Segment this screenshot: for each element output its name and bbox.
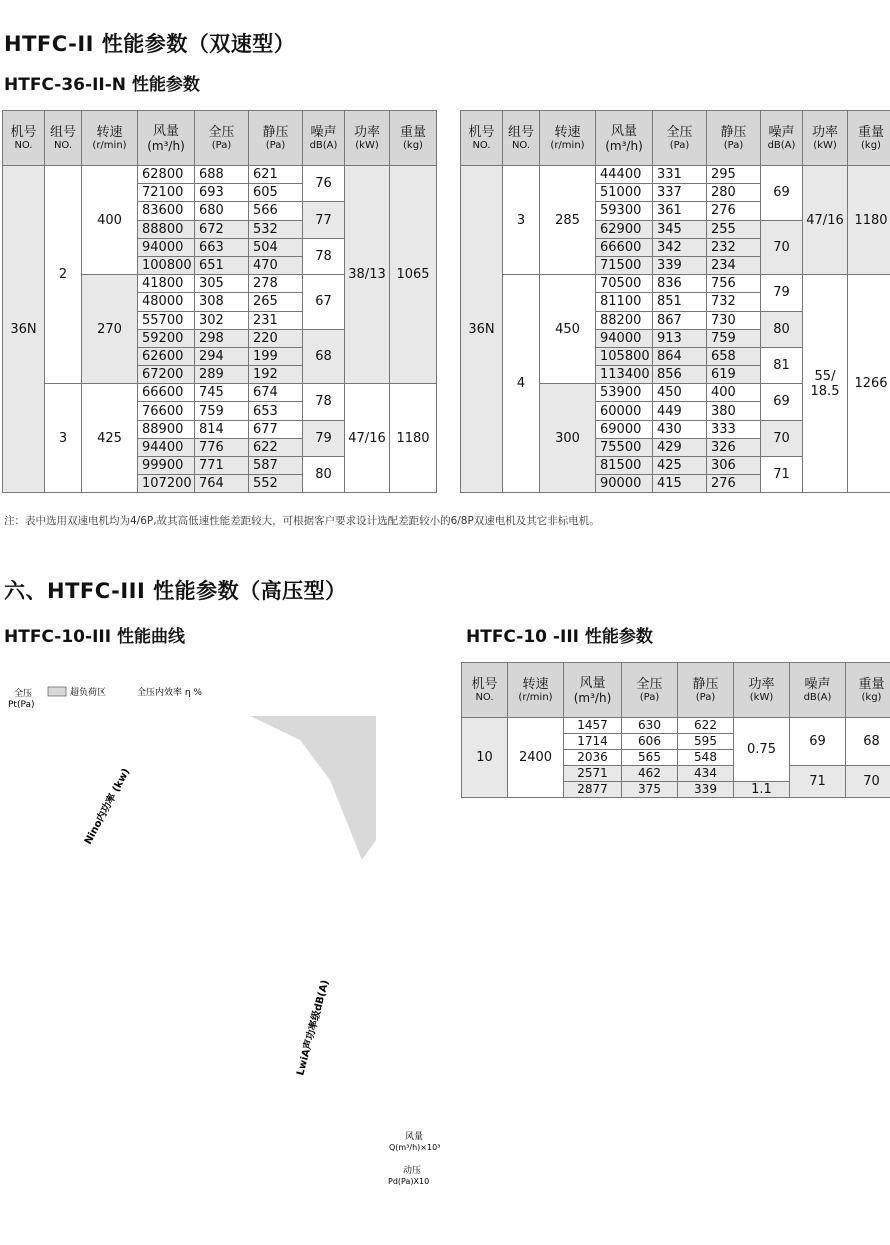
- page-title: HTFC-II 性能参数（双速型）: [4, 32, 296, 56]
- section-title: 六、HTFC-III 性能参数（高压型）: [4, 579, 347, 603]
- value-cell: 62800: [138, 166, 195, 184]
- header-cell: [564, 663, 622, 718]
- value-cell: 771: [195, 457, 249, 475]
- value-cell: 298: [195, 329, 249, 347]
- header-cell: [707, 111, 761, 166]
- value-cell: 342: [653, 238, 707, 256]
- value-cell: 552: [249, 475, 303, 493]
- value-cell: 94000: [596, 329, 653, 347]
- value-cell: 361: [653, 202, 707, 220]
- header-en: (Pa): [265, 140, 286, 151]
- header-en: (Pa): [695, 692, 716, 703]
- header-cn: 全压: [636, 677, 663, 692]
- noise-cell: 70: [761, 220, 803, 275]
- header-cn: 静压: [720, 125, 747, 140]
- value-cell: 265: [249, 293, 303, 311]
- header-cn: 噪声: [768, 125, 795, 140]
- value-cell: 100800: [138, 256, 195, 274]
- value-cell: 255: [707, 220, 761, 238]
- machine-number-cell: 36N: [461, 166, 503, 493]
- value-cell: 90000: [596, 475, 653, 493]
- header-cn: 转速: [96, 125, 123, 140]
- header-en: (kg): [861, 140, 881, 151]
- header-cell: [249, 111, 303, 166]
- value-cell: 75500: [596, 438, 653, 456]
- value-cell: 302: [195, 311, 249, 329]
- machine-number-cell: 36N: [3, 166, 45, 493]
- noise-cell: 71: [790, 766, 846, 798]
- value-cell: 450: [653, 384, 707, 402]
- value-cell: 199: [249, 347, 303, 365]
- value-cell: 81100: [596, 293, 653, 311]
- value-cell: 278: [249, 275, 303, 293]
- value-cell: 276: [707, 475, 761, 493]
- header-en: (kg): [861, 692, 882, 703]
- value-cell: 333: [707, 420, 761, 438]
- value-cell: 308: [195, 293, 249, 311]
- value-cell: 429: [653, 438, 707, 456]
- value-cell: 677: [249, 420, 303, 438]
- value-cell: 44400: [596, 166, 653, 184]
- value-cell: 326: [707, 438, 761, 456]
- header-cn: 重量: [858, 677, 885, 692]
- header-en: dB(A): [309, 140, 338, 151]
- value-cell: 41800: [138, 275, 195, 293]
- overload-legend-swatch: [48, 687, 66, 696]
- efficiency-legend-label: 全压内效率 η %: [137, 688, 202, 698]
- power-cell: 47/16: [345, 384, 390, 493]
- value-cell: 289: [195, 366, 249, 384]
- value-cell: 48000: [138, 293, 195, 311]
- value-cell: 622: [678, 718, 734, 734]
- weight-cell: 70: [846, 766, 890, 798]
- value-cell: 470: [249, 256, 303, 274]
- noise-cell: 79: [761, 275, 803, 311]
- value-cell: 276: [707, 202, 761, 220]
- value-cell: 1714: [564, 734, 622, 750]
- value-cell: 619: [707, 366, 761, 384]
- header-cell: [508, 663, 564, 718]
- pt-label-2: Pt(Pa): [8, 700, 35, 710]
- noise-cell: 77: [303, 202, 345, 238]
- overload-zone: [250, 716, 376, 860]
- value-cell: 2571: [564, 766, 622, 782]
- group-number-cell: 4: [503, 275, 540, 493]
- power-cell: 1.1: [734, 782, 790, 798]
- header-cell: [503, 111, 540, 166]
- noise-cell: 81: [761, 347, 803, 383]
- header-en: (r/min): [518, 692, 553, 703]
- header-cn: 机号: [471, 677, 498, 692]
- value-cell: 764: [195, 475, 249, 493]
- speed-cell: 285: [540, 166, 596, 275]
- value-cell: 88900: [138, 420, 195, 438]
- header-cn: 转速: [522, 677, 549, 692]
- value-cell: 62900: [596, 220, 653, 238]
- header-en: (kg): [403, 140, 423, 151]
- header-cn: 风量: [610, 123, 637, 139]
- value-cell: 532: [249, 220, 303, 238]
- value-cell: 745: [195, 384, 249, 402]
- header-en: (m³/h): [573, 690, 612, 705]
- value-cell: 83600: [138, 202, 195, 220]
- header-cell: [848, 111, 890, 166]
- header-en: NO.: [53, 140, 73, 151]
- value-cell: 99900: [138, 457, 195, 475]
- spec-table-left: [2, 110, 437, 493]
- header-cell: [82, 111, 138, 166]
- value-cell: 674: [249, 384, 303, 402]
- value-cell: 449: [653, 402, 707, 420]
- header-en: NO.: [472, 140, 491, 151]
- header-cell: [345, 111, 390, 166]
- value-cell: 606: [622, 734, 678, 750]
- value-cell: 759: [707, 329, 761, 347]
- header-en: (r/min): [550, 140, 585, 151]
- power-cell: 38/13: [345, 166, 390, 384]
- value-cell: 107200: [138, 475, 195, 493]
- noise-cell: 76: [303, 166, 345, 202]
- value-cell: 380: [707, 402, 761, 420]
- value-cell: 55700: [138, 311, 195, 329]
- speed-cell: 450: [540, 275, 596, 384]
- value-cell: 587: [249, 457, 303, 475]
- value-cell: 565: [622, 750, 678, 766]
- header-en: (kW): [355, 140, 379, 151]
- value-cell: 295: [707, 166, 761, 184]
- value-cell: 2036: [564, 750, 622, 766]
- value-cell: 67200: [138, 366, 195, 384]
- machine-number-cell: 10: [462, 718, 508, 798]
- weight-cell: 68: [846, 718, 890, 766]
- header-cell: [462, 663, 508, 718]
- weight-cell: 1180: [390, 384, 437, 493]
- header-cn: 全压: [666, 125, 693, 140]
- value-cell: 234: [707, 256, 761, 274]
- value-cell: 345: [653, 220, 707, 238]
- value-cell: 192: [249, 366, 303, 384]
- value-cell: 651: [195, 256, 249, 274]
- header-cn: 静压: [692, 677, 719, 692]
- value-cell: 231: [249, 311, 303, 329]
- header-en: (Pa): [669, 140, 690, 151]
- value-cell: 504: [249, 238, 303, 256]
- value-cell: 672: [195, 220, 249, 238]
- value-cell: 76600: [138, 402, 195, 420]
- value-cell: 548: [678, 750, 734, 766]
- value-cell: 232: [707, 238, 761, 256]
- header-cn: 全压: [208, 125, 235, 140]
- noise-cell: 80: [303, 457, 345, 493]
- noise-cell: 70: [761, 420, 803, 456]
- value-cell: 759: [195, 402, 249, 420]
- value-cell: 305: [195, 275, 249, 293]
- power-cell: 0.75: [734, 718, 790, 782]
- value-cell: 856: [653, 366, 707, 384]
- value-cell: 415: [653, 475, 707, 493]
- header-cell: [540, 111, 596, 166]
- noise-cell: 79: [303, 420, 345, 456]
- value-cell: 339: [653, 256, 707, 274]
- noise-cell: 78: [303, 238, 345, 274]
- value-cell: 220: [249, 329, 303, 347]
- value-cell: 693: [195, 184, 249, 202]
- value-cell: 51000: [596, 184, 653, 202]
- value-cell: 566: [249, 202, 303, 220]
- header-cn: 机号: [468, 125, 495, 140]
- value-cell: 653: [249, 402, 303, 420]
- speed-cell: 300: [540, 384, 596, 493]
- value-cell: 339: [678, 782, 734, 798]
- power-axis-label: Nino内功率 (kw): [82, 766, 133, 847]
- header-cell: [596, 111, 653, 166]
- header-cell: [790, 663, 846, 718]
- value-cell: 680: [195, 202, 249, 220]
- header-en: NO.: [511, 140, 531, 151]
- value-cell: 62600: [138, 347, 195, 365]
- value-cell: 94400: [138, 438, 195, 456]
- header-cn: 功率: [811, 125, 838, 140]
- value-cell: 776: [195, 438, 249, 456]
- header-en: (Pa): [639, 692, 660, 703]
- value-cell: 913: [653, 329, 707, 347]
- header-en: (kW): [749, 692, 774, 703]
- value-cell: 71500: [596, 256, 653, 274]
- flow-label-2: Q(m³/h)×10³: [389, 1143, 441, 1152]
- header-cell: [3, 111, 45, 166]
- header-cn: 转速: [554, 125, 581, 140]
- value-cell: 337: [653, 184, 707, 202]
- value-cell: 867: [653, 311, 707, 329]
- weight-cell: 1065: [390, 166, 437, 384]
- noise-cell: 71: [761, 457, 803, 493]
- header-en: (r/min): [92, 140, 127, 151]
- value-cell: 70500: [596, 275, 653, 293]
- value-cell: 730: [707, 311, 761, 329]
- value-cell: 605: [249, 184, 303, 202]
- dyn-label-1: 动压: [403, 1166, 422, 1176]
- noise-cell: 69: [761, 384, 803, 420]
- value-cell: 732: [707, 293, 761, 311]
- speed-cell: 270: [82, 275, 138, 384]
- header-en: (kW): [813, 140, 837, 151]
- value-cell: 375: [622, 782, 678, 798]
- overload-legend-label: 超负荷区: [70, 688, 107, 698]
- header-cn: 组号: [49, 125, 76, 140]
- header-cell: [846, 663, 890, 718]
- value-cell: 836: [653, 275, 707, 293]
- table-title-10-iii: HTFC-10 -III 性能参数: [466, 627, 653, 647]
- header-cell: [195, 111, 249, 166]
- value-cell: 113400: [596, 366, 653, 384]
- performance-curve-chart: [0, 680, 455, 1200]
- header-cell: [653, 111, 707, 166]
- header-cn: 风量: [579, 675, 606, 691]
- value-cell: 94000: [138, 238, 195, 256]
- noise-cell: 67: [303, 275, 345, 330]
- value-cell: 434: [678, 766, 734, 782]
- value-cell: 400: [707, 384, 761, 402]
- header-cell: [45, 111, 82, 166]
- header-cn: 噪声: [804, 677, 831, 692]
- header-cn: 功率: [748, 677, 775, 692]
- header-cell: [761, 111, 803, 166]
- value-cell: 306: [707, 457, 761, 475]
- value-cell: 1457: [564, 718, 622, 734]
- value-cell: 688: [195, 166, 249, 184]
- value-cell: 2877: [564, 782, 622, 798]
- spec-table-right: [460, 110, 890, 493]
- speed-cell: 400: [82, 166, 138, 275]
- header-cn: 组号: [507, 125, 534, 140]
- header-cn: 重量: [857, 125, 884, 140]
- value-cell: 430: [653, 420, 707, 438]
- value-cell: 66600: [138, 384, 195, 402]
- header-en: (m³/h): [605, 138, 643, 153]
- value-cell: 851: [653, 293, 707, 311]
- header-cell: [461, 111, 503, 166]
- power-cell: 55/ 18.5: [803, 275, 848, 493]
- header-cn: 静压: [262, 125, 289, 140]
- header-en: (Pa): [723, 140, 744, 151]
- value-cell: 60000: [596, 402, 653, 420]
- value-cell: 663: [195, 238, 249, 256]
- pt-label-1: 全压: [14, 689, 33, 699]
- noise-cell: 68: [303, 329, 345, 384]
- curve-title: HTFC-10-III 性能曲线: [4, 627, 185, 647]
- header-en: NO.: [475, 692, 494, 703]
- value-cell: 294: [195, 347, 249, 365]
- value-cell: 462: [622, 766, 678, 782]
- speed-cell: 425: [82, 384, 138, 493]
- header-cell: [622, 663, 678, 718]
- value-cell: 81500: [596, 457, 653, 475]
- value-cell: 59300: [596, 202, 653, 220]
- value-cell: 331: [653, 166, 707, 184]
- header-en: (Pa): [211, 140, 232, 151]
- value-cell: 280: [707, 184, 761, 202]
- header-cell: [803, 111, 848, 166]
- value-cell: 69000: [596, 420, 653, 438]
- header-cell: [303, 111, 345, 166]
- footnote: 注：表中选用双速电机均为4/6P,故其高低速性能差距较大，可根据客户要求设计选配差距较小的6/8P双速电机及其它非标电机。: [4, 515, 600, 527]
- value-cell: 88800: [138, 220, 195, 238]
- header-cell: [678, 663, 734, 718]
- value-cell: 621: [249, 166, 303, 184]
- noise-cell: 80: [761, 311, 803, 347]
- header-cell: [734, 663, 790, 718]
- value-cell: 630: [622, 718, 678, 734]
- value-cell: 72100: [138, 184, 195, 202]
- value-cell: 425: [653, 457, 707, 475]
- group-number-cell: 3: [45, 384, 82, 493]
- header-cn: 机号: [10, 125, 37, 140]
- header-en: NO.: [14, 140, 33, 151]
- value-cell: 595: [678, 734, 734, 750]
- noise-cell: 69: [761, 166, 803, 221]
- noise-cell: 78: [303, 384, 345, 420]
- power-cell: 47/16: [803, 166, 848, 275]
- header-cn: 重量: [399, 125, 426, 140]
- dyn-label-2: Pd(Pa)X10: [388, 1177, 430, 1186]
- noise-axis-label: LwiA声功率级dB(A): [295, 978, 332, 1077]
- header-en: (m³/h): [147, 138, 185, 153]
- group-number-cell: 3: [503, 166, 540, 275]
- group-number-cell: 2: [45, 166, 82, 384]
- header-cn: 噪声: [310, 125, 337, 140]
- value-cell: 864: [653, 347, 707, 365]
- noise-cell: 69: [790, 718, 846, 766]
- value-cell: 105800: [596, 347, 653, 365]
- value-cell: 88200: [596, 311, 653, 329]
- header-cell: [390, 111, 437, 166]
- table-title-36-ii: HTFC-36-II-N 性能参数: [4, 75, 200, 95]
- value-cell: 59200: [138, 329, 195, 347]
- header-cn: 风量: [152, 123, 179, 139]
- header-en: dB(A): [803, 692, 832, 703]
- spec-table-10-iii: [461, 662, 890, 798]
- flow-label-1: 风量: [405, 1132, 424, 1142]
- header-en: dB(A): [767, 140, 796, 151]
- speed-cell: 2400: [508, 718, 564, 798]
- value-cell: 814: [195, 420, 249, 438]
- value-cell: 53900: [596, 384, 653, 402]
- value-cell: 66600: [596, 238, 653, 256]
- weight-cell: 1266: [848, 275, 890, 493]
- header-cn: 功率: [353, 125, 380, 140]
- weight-cell: 1180: [848, 166, 890, 275]
- value-cell: 658: [707, 347, 761, 365]
- value-cell: 622: [249, 438, 303, 456]
- header-cell: [138, 111, 195, 166]
- value-cell: 756: [707, 275, 761, 293]
